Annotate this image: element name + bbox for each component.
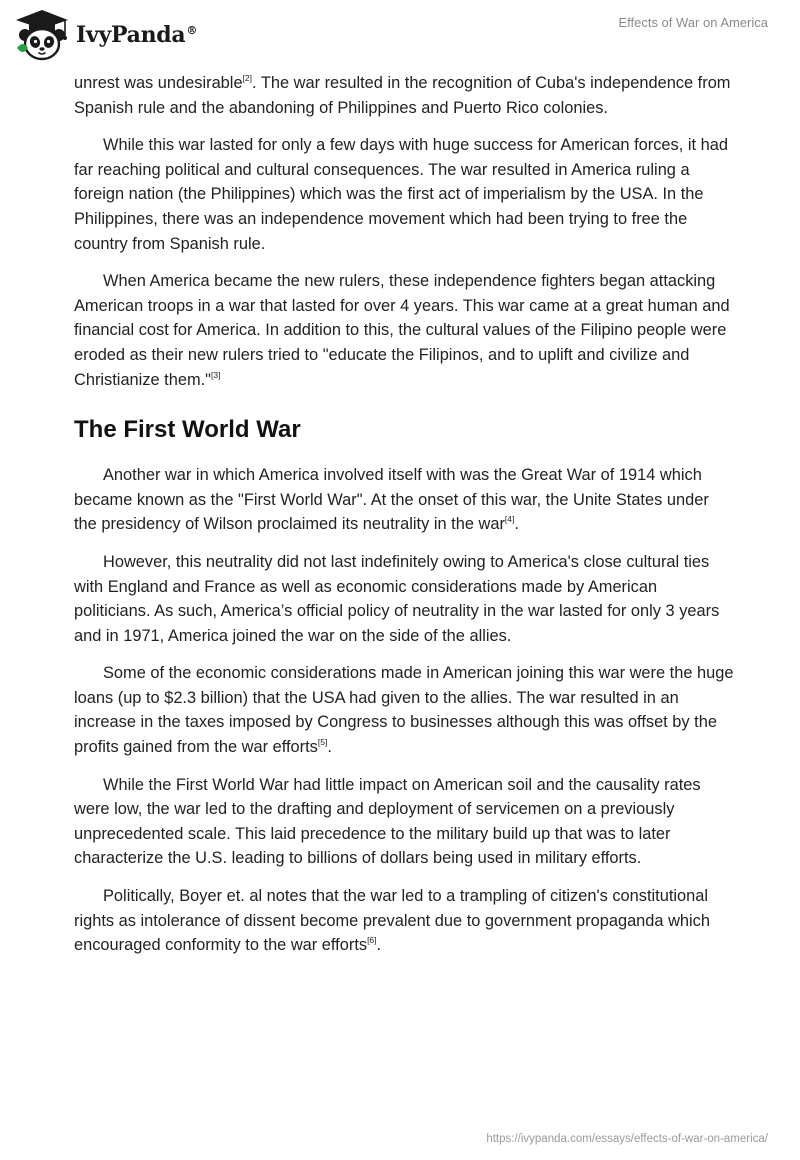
paragraph-2: While this war lasted for only a few days with huge success for American forces, it had far reaching political and cultural consequences. The war resulted in America ruling a foreign nation (the Philippines) which was the first act of imperialism by the USA. In the Philippines, there was an independence movement which had been trying to free the country from Spanish rule. [74, 136, 728, 253]
paragraph-1: unrest was undesirable[2]. The war resulted in the recognition of Cuba's independence from Spanish rule and the abandoning of Philippines and Puerto Rico colonies. [74, 73, 731, 117]
brand-logo[interactable] [14, 6, 197, 62]
paragraph-7: While the First World War had little impact on American soil and the causality rates were low, the war led to the drafting and deployment of servicemen on a previously unprecedented scale. This laid precedence to the military build up that was to later characterize the U.S. leading to billions of dollars being used in military efforts. [74, 775, 701, 868]
paragraph-5: However, this neutrality did not last indefinitely owing to America's close cultural ties with England and France as well as economic considerations made by American politicians. As such, America’s official policy of neutrality in the war lasted for only 3 years and in 1971, America joined the war on the side of the allies. [74, 552, 720, 645]
brand-registered-mark: ® [186, 23, 198, 37]
citation-3[interactable]: [3] [211, 369, 221, 380]
page-header [0, 0, 800, 70]
source-url-link[interactable]: https://ivypanda.com/essays/effects-of-war-on-america/ [486, 1133, 768, 1145]
paragraph-8: Politically, Boyer et. al notes that the war led to a trampling of citizen's constitutional rights as intolerance of dissent become prevalent due to government propaganda which encouraged conformity to the war efforts[6]. [74, 887, 710, 955]
paragraph-4: Another war in which America involved itself with was the Great War of 1914 which became known as the "First World War". At the onset of this war, the Unite States under the presidency of Wilson proclaimed its neutrality in the war[4]. [74, 466, 709, 534]
citation-4[interactable]: [4] [504, 514, 515, 525]
panda-graduation-cap-icon [14, 6, 70, 62]
document-title: Effects of War on America [618, 15, 768, 30]
paragraph-6: Some of the economic considerations made in American joining this war were the huge loans (up to $2.3 billion) that the USA had given to the allies. The war resulted in an increase in the taxes imposed by Congress to businesses although this was offset by the profits gained from the war efforts[5]. [74, 664, 734, 757]
brand-name: IvyPanda® [76, 22, 198, 48]
section-heading: The First World War [74, 416, 301, 444]
citation-2[interactable]: [2] [242, 73, 253, 83]
paragraph-3: When America became the new rulers, these independence fighters began attacking American troops in a war that lasted for over 4 years. This war came at a great human and financial cost for America. In addition to this, the cultural values of the Filipino people were eroded as their new rulers tried to "educate the Filipinos, and to uplift and civilize and Christianize them."[3] [74, 272, 730, 389]
citation-5[interactable]: [5] [317, 737, 328, 748]
citation-6[interactable]: [6] [367, 935, 377, 946]
essay-body [74, 71, 734, 971]
